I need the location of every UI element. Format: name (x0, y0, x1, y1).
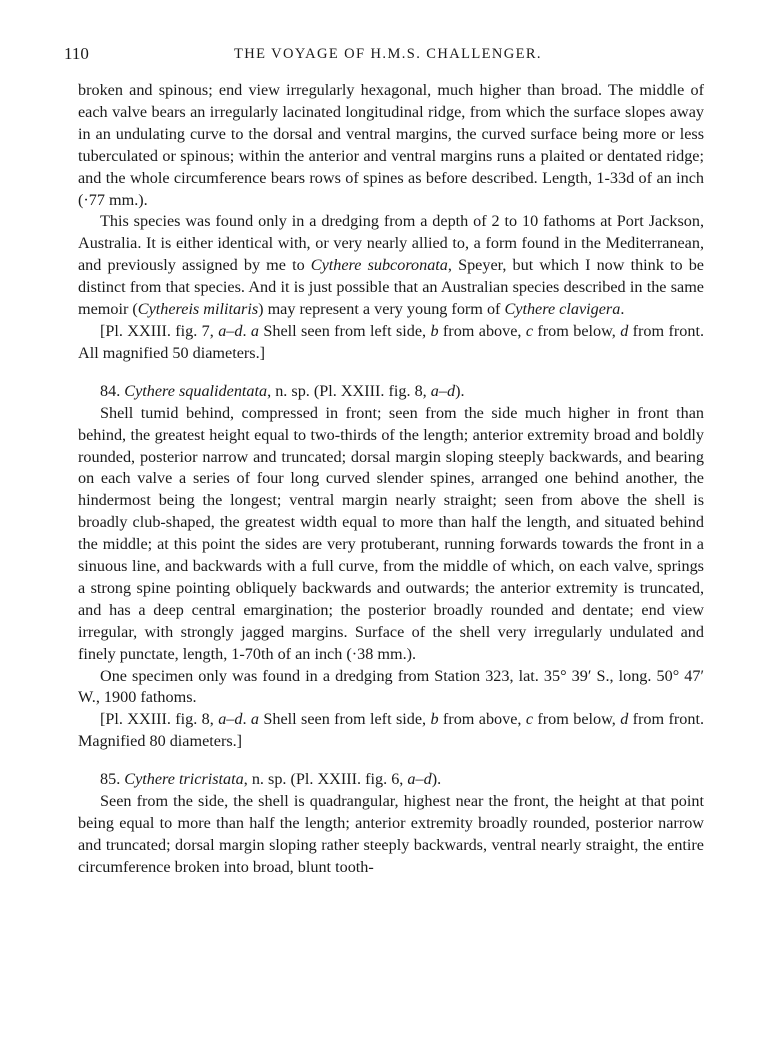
species-name: Cythere squalidentata (124, 381, 268, 400)
page-body (78, 80, 704, 879)
figure-letter: d (620, 321, 629, 340)
page-header (64, 44, 704, 70)
paragraph-description-84: Shell tumid behind, compressed in front; seen from the side much higher in front than behind, the greatest height equal to two-thirds of the length; anterior extremity broad and boldly rounded, posterior narrow and truncated; dorsal margin sloping steeply backwards, and bearing on each valve a series of four long curved slender spines, arranged one behind another, the hindermost being the longest; ventral margin nearly straight; seen from above the shell is broadly club-shaped, the greatest width equal to more than half the length, and situated behind the middle; at this point the sides are very protuberant, running forwards towards the front in a sinuous line, and backwards with a full curve, from the middle of which, on each valve, springs a strong spine pointing obliquely backwards and outwards; the anterior extremity is truncated, and has a deep central emargination; the posterior broadly rounded and dentate; end view irregular, with strongly jagged margins. Surface of the shell very irregularly undulated and finely punctate, length, 1-70th of an inch (·38 mm.). (78, 403, 704, 663)
text-run: , n. sp. (Pl. XXIII. fig. 8, (267, 381, 431, 400)
figure-letters: a–d (218, 321, 243, 340)
species-number: 85. (100, 770, 125, 789)
figure-letter: c (525, 321, 534, 340)
text-run: [Pl. XXIII. fig. 8, (100, 710, 219, 729)
species-name: Cythereis militaris (137, 300, 259, 319)
paragraph-continued-description: broken and spinous; end view irregularly hexagonal, much higher than broad. The middle of each valve bears an irregularly lacinated longitudinal ridge, from which the surface slopes away in an undulating curve to the dorsal and ventral margins, the curved surface being more or less tuberculated or spinous; within the anterior and ventral margins runs a plaited or dentated ridge; and the whole circumference bears rows of spines as before described. Length, 1-33d of an inch (·77 mm.). (78, 81, 704, 209)
running-title: THE VOYAGE OF H.M.S. CHALLENGER. (234, 46, 542, 62)
text-run: . (620, 300, 625, 319)
text-run: , n. sp. (Pl. XXIII. fig. 6, (243, 770, 408, 789)
figure-letter: c (525, 710, 534, 729)
figure-letters: a–d (218, 710, 243, 729)
text-run: from below, (533, 321, 621, 340)
text-run: . (242, 710, 251, 729)
text-run: Shell seen from left side, (259, 321, 431, 340)
paragraph-station-84: One specimen only was found in a dredging from Station 323, lat. 35° 39′ S., long. 50° 47′ W., 1900 fathoms. (78, 666, 704, 707)
figure-letter: b (430, 321, 439, 340)
figure-letters: a–d (430, 381, 456, 400)
text-run: from above, (438, 321, 526, 340)
text-run: ). (455, 381, 465, 400)
figure-letter: d (620, 710, 629, 729)
species-number: 84. (100, 381, 125, 400)
text-run: This species was found only in a dredging from a depth of 2 to 10 fathoms at Port Jackson, Australia. It is either identical with, or very nearly allied to, a form found in the Mediterranean, and previously assigned by me to (78, 212, 704, 275)
species-name: Cythere subcoronata (310, 256, 448, 275)
plate-reference-fig7 (78, 321, 704, 365)
text-run: [Pl. XXIII. fig. 7, (100, 321, 219, 340)
text-run: . (242, 321, 251, 340)
figure-letters: a–d (407, 770, 432, 789)
text-run: from below, (533, 710, 621, 729)
species-name: Cythere clavigera (504, 300, 621, 319)
species-name: Cythere tricristata (124, 770, 244, 789)
text-run: Shell seen from left side, (259, 710, 431, 729)
figure-letter: b (430, 710, 439, 729)
species-heading-85 (78, 769, 704, 791)
text-run: from front. Magnified 80 diameters.] (78, 710, 705, 751)
paragraph-locality-remarks (78, 211, 704, 321)
text-run: from front. All magnified 50 diameters.] (78, 321, 705, 362)
species-heading-84 (78, 381, 704, 403)
page-number: 110 (64, 44, 89, 63)
figure-letter: a (250, 710, 259, 729)
plate-reference-fig8 (78, 709, 704, 753)
text-run: ). (431, 770, 442, 789)
text-run: ) may represent a very young form of (258, 300, 505, 319)
text-run: from above, (438, 710, 526, 729)
figure-letter: a (250, 321, 259, 340)
text-run: , Speyer, but which I now think to be distinct from that species. And it is just possible that an Australian species described in the same memoir ( (78, 256, 704, 319)
paragraph-description-85: Seen from the side, the shell is quadrangular, highest near the front, the height at that point being equal to more than half the length; anterior extremity broadly rounded, posterior narrow and truncated; dorsal margin sloping rather steeply backwards, ventral nearly straight, the entire circumference broken into broad, blunt tooth- (78, 792, 704, 876)
